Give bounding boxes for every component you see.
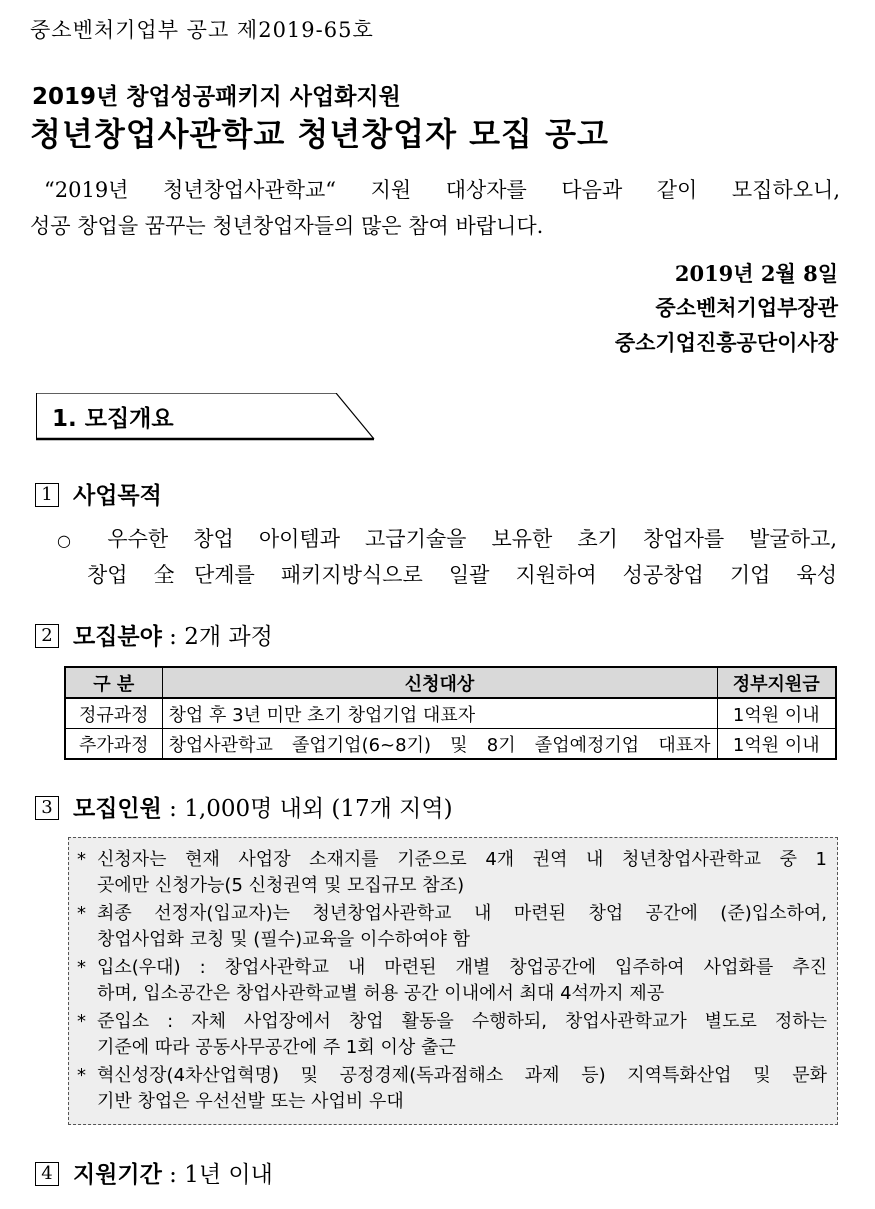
signatory-minister: 중소벤처기업부장관 — [655, 295, 838, 320]
note-line: 창업사업화 코칭 및 (필수)교육을 이수하여야 함 — [97, 929, 471, 950]
asterisk-icon: * — [77, 957, 86, 978]
table-cell: 창업사관학교 졸업기업(6~8기) 및 8기 졸업예정기업 대표자 — [162, 729, 717, 760]
item-heading-label: 모집분야 — [73, 623, 162, 650]
table-header: 신청대상 — [162, 667, 717, 698]
item-heading-label: 사업목적 — [73, 482, 162, 509]
note-line: 곳에만 신청가능(5 신청권역 및 모집규모 참조) — [97, 875, 465, 896]
table-row — [65, 729, 836, 760]
item-heading-purpose — [35, 477, 162, 510]
table-cell: 1억원 이내 — [717, 698, 836, 729]
purpose-bullet — [57, 522, 837, 592]
table-cell: 추가과정 — [65, 729, 162, 760]
item-heading-period — [35, 1156, 273, 1189]
note-item — [77, 955, 827, 1007]
item-number-box: 3 — [35, 796, 59, 820]
note-item — [77, 1063, 827, 1115]
note-item — [77, 901, 827, 953]
announcement-date: 2019년 2월 8일 — [674, 261, 838, 286]
note-item — [77, 847, 827, 899]
note-line: 기반 창업은 우선선발 또는 사업비 우대 — [97, 1091, 404, 1112]
note-line: 신청자는 현재 사업장 소재지를 기준으로 4개 권역 내 청년창업사관학교 중 1 — [97, 849, 827, 870]
table-cell: 1억원 이내 — [717, 729, 836, 760]
asterisk-icon: * — [77, 849, 86, 870]
purpose-line-1: 우수한 창업 아이템과 고급기술을 보유한 초기 창업자를 발굴하고, — [107, 527, 837, 551]
item-number-box: 1 — [35, 483, 59, 507]
table-header-row — [65, 667, 836, 698]
signatory-chairman: 중소기업진흥공단이사장 — [614, 330, 838, 355]
item-number-box: 2 — [35, 624, 59, 648]
item-heading-value: : 2개 과정 — [161, 624, 273, 650]
section-title: 1. 모집개요 — [52, 406, 174, 432]
item-heading-value: : 1,000명 내외 (17개 지역) — [161, 796, 453, 822]
purpose-line-2: 창업 全단계를 패키지방식으로 일괄 지원하여 성공창업 기업 육성 — [87, 563, 837, 587]
circle-bullet-icon: ○ — [57, 531, 90, 550]
note-item — [77, 1009, 827, 1061]
asterisk-icon: * — [77, 903, 86, 924]
table-row — [65, 698, 836, 729]
note-line: 준입소 : 자체 사업장에서 창업 활동을 수행하되, 창업사관학교가 별도로 정하는 — [97, 1011, 827, 1032]
item-heading-label: 지원기간 — [73, 1161, 162, 1188]
item-heading-fields — [35, 618, 273, 651]
note-line: 혁신성장(4차산업혁명) 및 공정경제(독과점해소 과제 등) 지역특화산업 및 문화 — [97, 1065, 827, 1086]
asterisk-icon: * — [77, 1065, 86, 1086]
document-title: 청년창업사관학교 청년창업자 모집 공고 — [30, 115, 609, 153]
intro-line-1: “2019년 청년창업사관학교“ 지원 대상자를 다음과 같이 모집하오니, — [44, 178, 840, 202]
course-table — [64, 666, 837, 760]
notes-box — [68, 837, 838, 1125]
item-heading-recruits — [35, 790, 453, 823]
asterisk-icon: * — [77, 1011, 86, 1032]
item-heading-value: : 1년 이내 — [161, 1162, 273, 1188]
intro-line-2: 성공 창업을 꿈꾸는 청년창업자들의 많은 참여 바랍니다. — [30, 214, 544, 238]
notice-number: 중소벤처기업부 공고 제2019-65호 — [30, 18, 374, 42]
table-header: 정부지원금 — [717, 667, 836, 698]
table-cell: 창업 후 3년 미만 초기 창업기업 대표자 — [162, 698, 717, 729]
note-line: 입소(우대) : 창업사관학교 내 마련된 개별 창업공간에 입주하여 사업화를 추진 — [97, 957, 827, 978]
note-line: 최종 선정자(입교자)는 청년창업사관학교 내 마련된 창업 공간에 (준)입소하여, — [97, 903, 827, 924]
item-number-box: 4 — [35, 1162, 59, 1186]
item-heading-label: 모집인원 — [73, 795, 162, 822]
table-cell: 정규과정 — [65, 698, 162, 729]
document-subtitle: 2019년 창업성공패키지 사업화지원 — [32, 84, 401, 110]
intro-paragraph — [30, 172, 840, 244]
note-line: 하며, 입소공간은 창업사관학교별 허용 공간 이내에서 최대 4석까지 제공 — [97, 983, 665, 1004]
table-header: 구 분 — [65, 667, 162, 698]
note-line: 기준에 따라 공동사무공간에 주 1회 이상 출근 — [97, 1037, 456, 1058]
